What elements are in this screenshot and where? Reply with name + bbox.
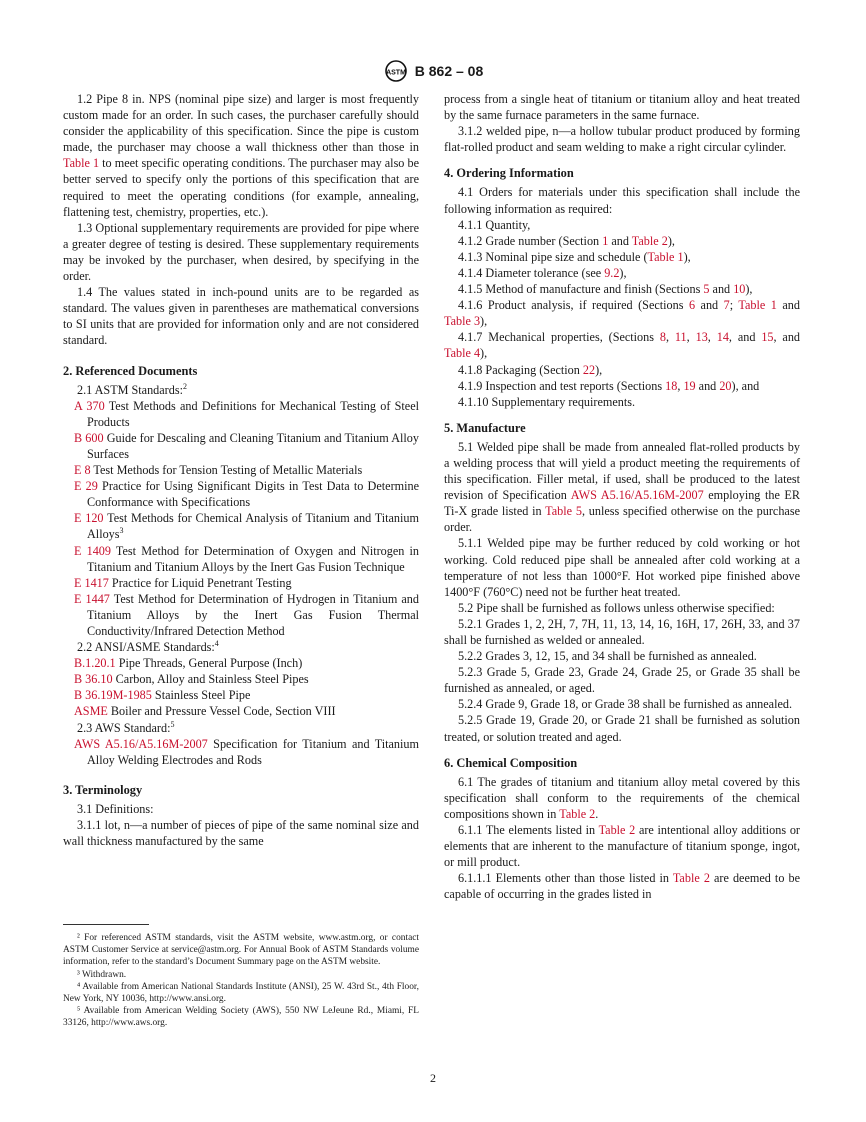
para-6-1-1-1: 6.1.1.1 Elements other than those listed in Table 2 are deemed to be capable of occurring in the grades listed in bbox=[444, 871, 800, 902]
reference-item: B 600 Guide for Descaling and Cleaning Titanium and Titanium Alloy Surfaces bbox=[74, 430, 419, 461]
ansi-reference-list bbox=[63, 655, 419, 719]
cross-reference-link[interactable]: 19 bbox=[683, 378, 696, 393]
reference-code-link[interactable]: E 1417 bbox=[74, 575, 109, 590]
section-4-heading: 4. Ordering Information bbox=[444, 166, 574, 181]
section-2-heading: 2. Referenced Documents bbox=[63, 363, 198, 378]
ansi-standards-label: 2.2 ANSI/ASME Standards:$^4$ bbox=[77, 639, 219, 655]
para-6-1: 6.1 The grades of titanium and titanium alloy metal covered by this specification shall conform to the requirements of the chemical compositions shown in Table 2. bbox=[444, 774, 800, 821]
cross-reference-link[interactable]: Table 4 bbox=[444, 346, 481, 361]
cross-reference-link[interactable]: 15 bbox=[761, 330, 774, 345]
cross-reference-link[interactable]: 5 bbox=[703, 282, 710, 297]
para-1-3: 1.3 Optional supplementary requirements are provided for pipe where a greater degree of testing is desired. These supplementary requirements may be invoked by the purchaser, when desired, by specifying in the order. bbox=[63, 220, 419, 284]
para-5-2-4: 5.2.4 Grade 9, Grade 18, or Grade 38 shall be furnished as annealed. bbox=[458, 697, 793, 712]
definitions-label: 3.1 Definitions: bbox=[77, 801, 154, 816]
reference-code-link[interactable]: AWS A5.16/A5.16M-2007 bbox=[74, 736, 208, 751]
reference-item: ASME Boiler and Pressure Vessel Code, Section VIII bbox=[74, 704, 336, 719]
reference-item: E 8 Test Methods for Tension Testing of Metallic Materials bbox=[74, 463, 363, 478]
aws-reference-list bbox=[63, 736, 419, 768]
cross-reference-link[interactable]: 1 bbox=[602, 233, 609, 248]
cross-reference-link[interactable]: 9.2 bbox=[604, 265, 620, 280]
footnote-3: ³ Withdrawn. bbox=[77, 969, 127, 980]
para-3-1-1: 3.1.1 lot, n—a number of pieces of pipe of the same nominal size and wall thickness manufactured by the same bbox=[63, 818, 419, 849]
para-4-1-4: 4.1.4 Diameter tolerance (see 9.2), bbox=[458, 265, 627, 280]
astm-logo-icon bbox=[383, 60, 409, 82]
para-4-1-5: 4.1.5 Method of manufacture and finish (Sections 5 and 10), bbox=[458, 282, 753, 297]
footnote-4: ⁴ Available from American National Standards Institute (ANSI), 25 W. 43rd St., 4th Floor, New York, NY 10036, http://www.ansi.org. bbox=[63, 981, 419, 1005]
reference-code-link[interactable]: E 8 bbox=[74, 463, 91, 478]
cross-reference-link[interactable]: Table 2 bbox=[631, 233, 668, 248]
footnote-2: ² For referenced ASTM standards, visit the ASTM website, www.astm.org, or contact ASTM Customer Service at service@astm.org. For Annual Book of ASTM Standards volume information, refer to the standard’s Document Summary page on the ASTM website. bbox=[63, 933, 419, 968]
para-5-1-1: 5.1.1 Welded pipe may be further reduced by cold working or hot working. Cold reduced pipe shall be annealed after cold working at a temperature of not less than 1000°F. Hot worked pipe finished above 1400°F (760°C) need not be further heat treated. bbox=[444, 536, 800, 599]
para-3-1-1-cont: process from a single heat of titanium or titanium alloy and heat treated by the same furnace parameters in the same furnace. bbox=[444, 92, 800, 123]
para-5-2-5: 5.2.5 Grade 19, Grade 20, or Grade 21 shall be furnished as solution treated, or solution treated and aged. bbox=[444, 713, 800, 744]
para-4-1-7: 4.1.7 Mechanical properties, (Sections 8, 11, 13, 14, and 15, and Table 4), bbox=[444, 330, 801, 361]
cross-reference-link[interactable]: 18 bbox=[665, 378, 678, 393]
reference-code-link[interactable]: E 1447 bbox=[74, 591, 110, 606]
cross-reference-link[interactable]: 6 bbox=[688, 298, 696, 313]
cross-reference-link[interactable]: 11 bbox=[674, 330, 687, 345]
para-5-2-2: 5.2.2 Grades 3, 12, 15, and 34 shall be furnished as annealed. bbox=[458, 649, 757, 664]
svg-text:ASTM: ASTM bbox=[385, 69, 406, 77]
reference-item: B.1.20.1 Pipe Threads, General Purpose (Inch) bbox=[74, 656, 303, 671]
para-4-1-9: 4.1.9 Inspection and test reports (Sections 18, 19 and 20), and bbox=[458, 378, 760, 393]
reference-code-link[interactable]: ASME bbox=[74, 704, 108, 719]
reference-item: E 29 Practice for Using Significant Digits in Test Data to Determine Conformance with Specifications bbox=[74, 479, 419, 510]
para-3-1-2: 3.1.2 welded pipe, n—a hollow tubular product produced by forming flat-rolled product and seam welding to make a right circular cylinder. bbox=[444, 124, 800, 155]
reference-item: A 370 Test Methods and Definitions for Mechanical Testing of Steel Products bbox=[74, 398, 419, 429]
page-header bbox=[0, 60, 866, 82]
para-4-1-3: 4.1.3 Nominal pipe size and schedule (Table 1), bbox=[458, 249, 691, 264]
cross-reference-link[interactable]: 10 bbox=[733, 282, 746, 297]
para-6-1-1: 6.1.1 The elements listed in Table 2 are intentional alloy additions or elements that are inherent to the manufacture of titanium sponge, ingot, or mill product. bbox=[444, 823, 800, 870]
para-4-1-10: 4.1.10 Supplementary requirements. bbox=[458, 394, 636, 409]
para-5-1: 5.1 Welded pipe shall be made from annealed flat-rolled products by a welding process that will yield a product meeting the requirements of this specification. Filler metal, if used, shall be produced to the latest revision of Specification AWS A5.16/A5.16M-2007 employing the ER Ti-X grade listed in Table 5, unless specified otherwise on the purchase order. bbox=[444, 439, 800, 535]
para-4-1-6: 4.1.6 Product analysis, if required (Sections 6 and 7; Table 1 and Table 3), bbox=[444, 298, 800, 329]
right-column bbox=[444, 91, 800, 903]
cross-reference-link[interactable]: 14 bbox=[716, 330, 729, 345]
reference-code-link[interactable]: E 1409 bbox=[74, 543, 111, 558]
reference-code-link[interactable]: E 29 bbox=[74, 479, 98, 494]
reference-item: AWS A5.16/A5.16M-2007 Specification for Titanium and Titanium Alloy Welding Electrodes and Rods bbox=[74, 736, 419, 767]
cross-reference-link[interactable]: 13 bbox=[695, 330, 708, 345]
reference-code-link[interactable]: B.1.20.1 bbox=[74, 656, 116, 671]
section-5-heading: 5. Manufacture bbox=[444, 420, 526, 435]
astm-reference-list bbox=[63, 398, 419, 639]
aws-standard-label: 2.3 AWS Standard:$^5$ bbox=[77, 719, 175, 735]
cross-reference-link[interactable]: Table 1 bbox=[647, 249, 684, 264]
para-4-1-2: 4.1.2 Grade number (Section 1 and Table 2), bbox=[458, 233, 675, 248]
left-column bbox=[63, 91, 419, 849]
footnote-5: ⁵ Available from American Welding Society (AWS), 550 NW LeJeune Rd., Miami, FL 33126, http://www.aws.org. bbox=[63, 1006, 419, 1029]
para-1-2: 1.2 Pipe 8 in. NPS (nominal pipe size) and larger is most frequently custom made for an order. In such cases, the purchaser carefully should consider the applicability of this specification. Since the pipe is custom made, the purchaser may choose a wall thickness other than those in Table 1 to meet specific operating conditions. The purchaser may also be better served to specify only the portions of this specification that are required to meet the operating conditions (for example, annealing, flattening test, chemistry, properties, etc.). bbox=[63, 92, 419, 219]
reference-code-link[interactable]: A 370 bbox=[74, 398, 105, 413]
para-5-2-3: 5.2.3 Grade 5, Grade 23, Grade 24, Grade 25, or Grade 35 shall be furnished as annealed, or aged. bbox=[444, 665, 800, 696]
footnotes bbox=[63, 932, 419, 1030]
cross-reference-link[interactable]: Table 2 bbox=[559, 806, 596, 821]
reference-code-link[interactable]: B 36.10 bbox=[74, 672, 113, 687]
para-4-1: 4.1 Orders for materials under this specification shall include the following information as required: bbox=[444, 185, 800, 216]
para-4-1-8: 4.1.8 Packaging (Section 22), bbox=[458, 362, 603, 377]
cross-reference-link[interactable]: 22 bbox=[582, 362, 596, 377]
page-number: 2 bbox=[430, 1071, 436, 1085]
astm-standards-label: 2.1 ASTM Standards:$^2$ bbox=[77, 381, 187, 397]
cross-reference-link[interactable]: Table 2 bbox=[672, 871, 710, 886]
designation: B 862 – 08 bbox=[414, 63, 484, 79]
reference-item: B 36.19M-1985 Stainless Steel Pipe bbox=[74, 688, 251, 703]
section-6-heading: 6. Chemical Composition bbox=[444, 755, 578, 770]
footnote-rule bbox=[63, 924, 149, 925]
reference-code-link[interactable]: E 120 bbox=[74, 511, 104, 526]
para-5-2: 5.2 Pipe shall be furnished as follows unless otherwise specified: bbox=[458, 600, 775, 615]
cross-reference-link[interactable]: 8 bbox=[659, 330, 666, 345]
table-1-link[interactable]: Table 1 bbox=[63, 156, 100, 171]
cross-reference-link[interactable]: Table 3 bbox=[444, 314, 481, 329]
cross-reference-link[interactable]: 7 bbox=[723, 298, 730, 313]
cross-reference-link[interactable]: AWS A5.16/A5.16M-2007 bbox=[570, 488, 704, 503]
para-1-4: 1.4 The values stated in inch-pound units are to be regarded as standard. The values given in parentheses are mathematical conversions to SI units that are provided for information only and are not considered standard. bbox=[63, 285, 419, 348]
para-4-1-1: 4.1.1 Quantity, bbox=[458, 217, 531, 232]
reference-item: E 1447 Test Method for Determination of Hydrogen in Titanium and Titanium Alloys by the Inert Gas Fusion Thermal Conductivity/Infrared Detection Method bbox=[74, 591, 419, 638]
cross-reference-link[interactable]: Table 2 bbox=[598, 823, 636, 838]
cross-reference-link[interactable]: Table 5 bbox=[545, 504, 582, 519]
section-3-heading: 3. Terminology bbox=[63, 782, 143, 797]
reference-item: E 1409 Test Method for Determination of Oxygen and Nitrogen in Titanium and Titanium Alloys by the Inert Gas Fusion Technique bbox=[74, 543, 419, 574]
reference-item: B 36.10 Carbon, Alloy and Stainless Steel Pipes bbox=[74, 672, 309, 687]
cross-reference-link[interactable]: 20 bbox=[719, 378, 732, 393]
reference-item: E 120 Test Methods for Chemical Analysis of Titanium and Titanium Alloys$^3$ bbox=[74, 511, 419, 542]
reference-code-link[interactable]: B 36.19M-1985 bbox=[74, 688, 152, 703]
reference-code-link[interactable]: B 600 bbox=[74, 430, 104, 445]
cross-reference-link[interactable]: Table 1 bbox=[738, 298, 777, 313]
para-5-2-1: 5.2.1 Grades 1, 2, 2H, 7, 7H, 11, 13, 14, 16, 16H, 17, 26H, 33, and 37 shall be furnished as welded or annealed. bbox=[444, 616, 800, 647]
reference-item: E 1417 Practice for Liquid Penetrant Testing bbox=[74, 575, 292, 590]
